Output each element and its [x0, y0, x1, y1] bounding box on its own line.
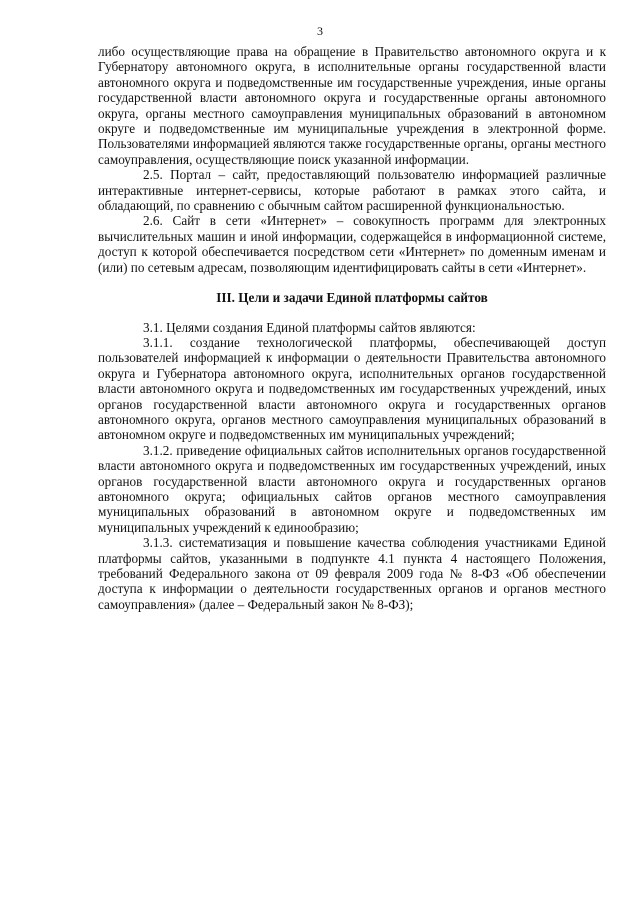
- page-number: 3: [317, 24, 323, 38]
- document-body: [98, 44, 606, 612]
- paragraph-3-1-1: 3.1.1. создание технологической платформы, обеспечивающей доступ пользователей информацией к информации о деятельности Правительства автономного округа и Губернатора автономного округа, исполнительных органов государственной власти автономного округа и подведомственных им государственных учреждений, иных органов государственной власти автономного округа и государственных органов автономного округа, органов местного самоуправления муниципальных образований в автономном округе и подведомственных им муниципальных учреждений;: [98, 334, 606, 443]
- paragraph-3-1-2: 3.1.2. приведение официальных сайтов исполнительных органов государственной власти автономного округа и подведомственных им государственных учреждений, иных органов государственной власти автономного округа и государственных органов автономного округа; официальных сайтов органов местного самоуправления муниципальных образований в автономном округе и подведомственных им муниципальных учреждений к единообразию;: [98, 442, 606, 535]
- paragraph-2-6-website: 2.6. Сайт в сети «Интернет» – совокупность программ для электронных вычислительных машин и иной информации, содержащейся в информационной системе, доступ к которой обеспечивается посредством сети «Интернет» по доменным именам и (или) по сетевым адресам, позволяющим идентифицировать сайты в сети «Интернет».: [98, 213, 606, 275]
- paragraph-3-1-3: 3.1.3. систематизация и повышение качества соблюдения участниками Единой платформы сайтов, указанными в подпункте 4.1 пункта 4 настоящего Положения, требований Федерального закона от 09 февраля 2009 года № 8-ФЗ «Об обеспечении доступа к информации о деятельности государственных органов и органов местного самоуправления» (далее – Федеральный закон № 8-ФЗ);: [98, 535, 606, 612]
- section-heading-3: III. Цели и задачи Единой платформы сайтов: [216, 290, 488, 306]
- paragraph-users-continuation: либо осуществляющие права на обращение в Правительство автономного округа и к Губернатору автономного округа, в исполнительные органы государственной власти автономного округа и подведомственные им государственные учреждения, иные органы государственной власти автономного округа и государственные органы автономного округа, органы местного самоуправления муниципальных образований в автономном округе и подведомственные им муниципальные учреждения в электронной форме. Пользователями информацией являются также государственные органы, органы местного самоуправления, осуществляющие поиск указанной информации.: [98, 44, 606, 167]
- paragraph-3-1: 3.1. Целями создания Единой платформы сайтов являются:: [143, 319, 476, 335]
- paragraph-2-5-portal: 2.5. Портал – сайт, предоставляющий пользователю информацией различные интерактивные интернет-сервисы, которые работают в рамках этого сайта, и обладающий, по сравнению с обычным сайтом расширенной функциональностью.: [98, 167, 606, 214]
